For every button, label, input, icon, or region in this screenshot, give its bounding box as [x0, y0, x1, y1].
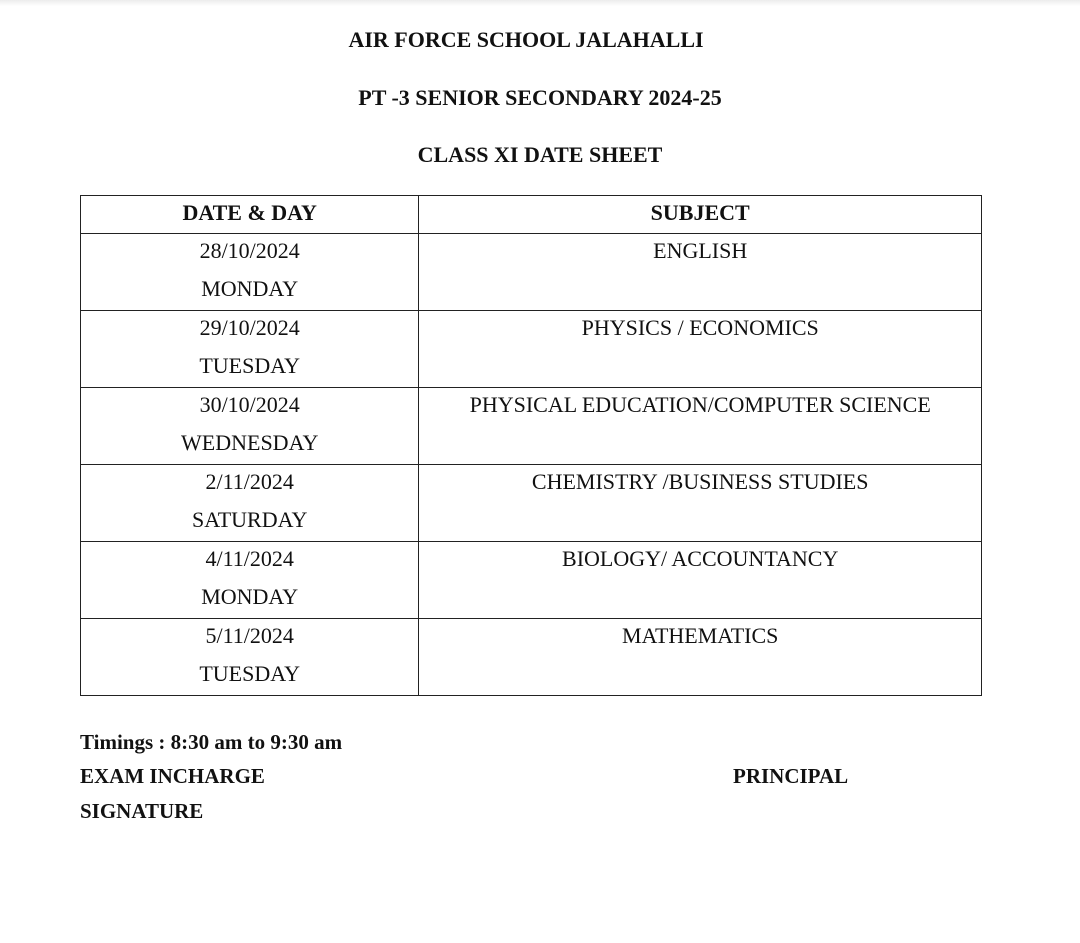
date-day-header: DATE & DAY [81, 196, 419, 234]
subject-cell [419, 542, 982, 619]
date-day-cell [81, 542, 419, 619]
school-name: AIR FORCE SCHOOL JALAHALLI [348, 27, 704, 52]
subject-cell [419, 465, 982, 542]
exam-date: 28/10/2024 [199, 238, 300, 263]
exam-subject: ENGLISH [653, 238, 748, 263]
table-row [81, 465, 982, 542]
exam-day: WEDNESDAY [181, 430, 319, 455]
exam-date: 5/11/2024 [205, 623, 294, 648]
exam-subject: BIOLOGY/ ACCOUNTANCY [562, 546, 839, 571]
exam-subject: PHYSICAL EDUCATION/COMPUTER SCIENCE [469, 392, 931, 417]
table-row [81, 619, 982, 696]
table-row [81, 388, 982, 465]
exam-incharge-label: EXAM INCHARGE [80, 764, 265, 788]
principal-label: PRINCIPAL [733, 764, 849, 788]
top-edge-shadow [0, 0, 1080, 6]
subject-cell [419, 388, 982, 465]
exam-date: 2/11/2024 [205, 469, 294, 494]
table-row [81, 542, 982, 619]
table-row [81, 234, 982, 311]
exam-date: 4/11/2024 [205, 546, 294, 571]
subject-cell [419, 619, 982, 696]
date-day-cell [81, 465, 419, 542]
date-sheet-title: CLASS XI DATE SHEET [417, 142, 663, 167]
exam-subject: PHYSICS / ECONOMICS [581, 315, 819, 340]
table-row [81, 311, 982, 388]
table-header-row [81, 196, 982, 234]
exam-date: 29/10/2024 [199, 315, 300, 340]
exam-day: SATURDAY [192, 507, 308, 532]
subject-cell [419, 311, 982, 388]
date-day-cell [81, 311, 419, 388]
date-day-cell [81, 388, 419, 465]
exam-day: TUESDAY [199, 353, 301, 378]
date-day-cell [81, 234, 419, 311]
exam-timings: Timings : 8:30 am to 9:30 am [80, 730, 343, 754]
exam-day: MONDAY [201, 584, 299, 609]
signature-label: SIGNATURE [80, 799, 204, 823]
subject-header: SUBJECT [419, 196, 982, 234]
exam-title: PT -3 SENIOR SECONDARY 2024-25 [358, 85, 722, 110]
date-sheet-table [80, 195, 982, 696]
exam-subject: MATHEMATICS [621, 623, 779, 648]
exam-day: MONDAY [201, 276, 299, 301]
exam-subject: CHEMISTRY /BUSINESS STUDIES [531, 469, 869, 494]
exam-day: TUESDAY [199, 661, 301, 686]
subject-cell [419, 234, 982, 311]
exam-date: 30/10/2024 [199, 392, 300, 417]
date-day-cell [81, 619, 419, 696]
